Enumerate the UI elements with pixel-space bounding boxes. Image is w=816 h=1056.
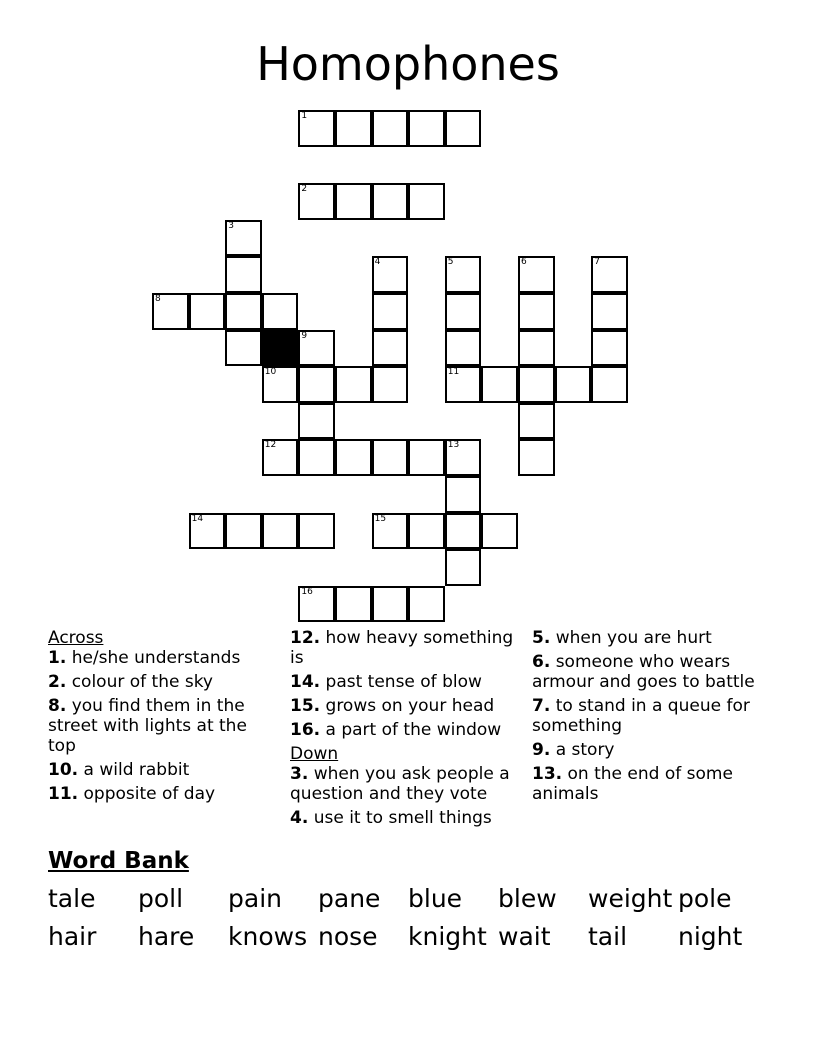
word-bank-word: blew <box>498 884 557 913</box>
word-bank-word: pain <box>228 884 282 913</box>
word-bank-word: blue <box>408 884 463 913</box>
clue <box>532 764 782 804</box>
clue-text: past tense of blow <box>320 672 482 692</box>
across-heading: Across <box>48 628 104 648</box>
crossword-cell[interactable] <box>335 183 372 220</box>
clue <box>290 808 526 828</box>
crossword-cell[interactable] <box>262 439 299 476</box>
clue <box>532 652 782 692</box>
clue-text: to stand in a queue for something <box>532 696 750 736</box>
clue-text: a part of the window <box>320 720 502 740</box>
clue-text: a wild rabbit <box>78 760 190 780</box>
crossword-cell[interactable] <box>518 366 555 403</box>
crossword-cell[interactable] <box>591 256 628 293</box>
word-bank-word: pole <box>678 884 732 913</box>
clue-text: he/she understands <box>66 648 241 668</box>
crossword-cell[interactable] <box>591 330 628 367</box>
crossword-cell[interactable] <box>225 220 262 257</box>
word-bank-word: tale <box>48 884 96 913</box>
crossword-cell[interactable] <box>372 366 409 403</box>
clue <box>532 740 782 760</box>
clue <box>532 696 782 736</box>
crossword-cell[interactable] <box>372 586 409 623</box>
crossword-cell[interactable] <box>408 586 445 623</box>
clue-text: opposite of day <box>78 784 216 804</box>
word-bank-word: knows <box>228 922 308 951</box>
black-cell <box>262 330 299 367</box>
word-bank-word: knight <box>408 922 487 951</box>
crossword-cell[interactable] <box>445 439 482 476</box>
crossword-cell[interactable] <box>189 513 226 550</box>
page-title: Homophones <box>256 37 560 91</box>
crossword-cell[interactable] <box>445 476 482 513</box>
crossword-cell[interactable] <box>298 513 335 550</box>
clue-number-label: 16. <box>290 720 321 740</box>
crossword-cell[interactable] <box>372 183 409 220</box>
clues-column-1 <box>48 628 278 808</box>
clue <box>290 672 526 692</box>
clue-text: colour of the sky <box>66 672 213 692</box>
clue-number-label: 15. <box>290 696 321 716</box>
clue-number: 13 <box>447 440 460 451</box>
clue-number: 16 <box>301 586 313 597</box>
crossword-cell[interactable] <box>262 513 299 550</box>
clue-number: 6 <box>521 257 527 268</box>
clues-column-2 <box>290 628 526 832</box>
crossword-cell[interactable] <box>225 256 262 293</box>
clue <box>290 720 526 740</box>
clue-number-label: 6. <box>532 652 551 672</box>
crossword-cell[interactable] <box>335 366 372 403</box>
clue-number: 8 <box>155 294 161 304</box>
crossword-cell[interactable] <box>262 293 299 330</box>
clues-column-3 <box>532 628 782 808</box>
crossword-cell[interactable] <box>298 110 335 147</box>
clue-number-label: 9. <box>532 740 551 760</box>
clue-number: 2 <box>301 184 308 195</box>
clue-number-label: 2. <box>48 672 67 692</box>
word-bank-word: hare <box>138 922 195 951</box>
crossword-cell[interactable] <box>225 513 262 550</box>
clue-number: 15 <box>374 513 387 524</box>
crossword-cell[interactable] <box>372 513 409 550</box>
crossword-cell[interactable] <box>445 110 482 147</box>
crossword-cell[interactable] <box>445 366 482 403</box>
crossword-cell[interactable] <box>335 110 372 147</box>
crossword-cell[interactable] <box>445 293 482 330</box>
crossword-cell[interactable] <box>262 366 299 403</box>
word-bank-title: Word Bank <box>48 848 189 874</box>
clue-number: 14 <box>191 513 204 524</box>
clue <box>48 760 278 780</box>
clue-number-label: 3. <box>290 764 309 784</box>
crossword-cell[interactable] <box>408 439 445 476</box>
clue-number: 10 <box>264 367 277 378</box>
clue-number-label: 8. <box>48 696 67 716</box>
crossword-cell[interactable] <box>372 330 409 367</box>
crossword-cell[interactable] <box>372 256 409 293</box>
crossword-cell[interactable] <box>591 293 628 330</box>
word-bank-word: nose <box>318 922 378 951</box>
clue-text: you find them in the street with lights at the top <box>48 696 247 756</box>
clue-number-label: 13. <box>532 764 563 784</box>
clue-text: when you ask people a question and they vote <box>290 764 510 804</box>
clue <box>48 696 278 756</box>
crossword-cell[interactable] <box>518 439 555 476</box>
crossword-cell[interactable] <box>152 293 189 330</box>
clue-number: 11 <box>447 367 460 378</box>
clue-number-label: 14. <box>290 672 321 692</box>
down-heading: Down <box>290 744 339 764</box>
crossword-cell[interactable] <box>372 293 409 330</box>
crossword-cell[interactable] <box>408 513 445 550</box>
word-bank-word: hair <box>48 922 97 951</box>
crossword-cell[interactable] <box>518 330 555 367</box>
crossword-cell[interactable] <box>445 330 482 367</box>
crossword-cell[interactable] <box>372 110 409 147</box>
clue <box>290 696 526 716</box>
clue <box>290 628 526 668</box>
clue-number-label: 7. <box>532 696 551 716</box>
crossword-cell[interactable] <box>298 586 335 623</box>
clue-number-label: 11. <box>48 784 79 804</box>
clue-text: on the end of some animals <box>532 764 733 804</box>
crossword-cell[interactable] <box>298 183 335 220</box>
word-bank-word: weight <box>588 884 673 913</box>
clue-number: 9 <box>301 330 308 341</box>
clue-text: when you are hurt <box>550 628 712 648</box>
clue-text: someone who wears armour and goes to battle <box>532 652 755 692</box>
word-bank-word: wait <box>498 922 551 951</box>
crossword-cell[interactable] <box>225 293 262 330</box>
clue-number: 4 <box>374 257 381 268</box>
crossword-cell[interactable] <box>481 513 518 550</box>
clue-text: a story <box>550 740 615 760</box>
clue <box>48 672 278 692</box>
clue <box>290 764 526 804</box>
crossword-cell[interactable] <box>481 366 518 403</box>
word-bank-word: night <box>678 922 743 951</box>
crossword-cell[interactable] <box>445 513 482 550</box>
crossword-cell[interactable] <box>372 439 409 476</box>
clue-number: 1 <box>301 111 308 121</box>
clue-number-label: 1. <box>48 648 67 668</box>
clue-number-label: 5. <box>532 628 551 648</box>
clue-number: 5 <box>447 257 454 268</box>
clue-text: grows on your head <box>320 696 495 716</box>
clue <box>48 784 278 804</box>
clue-text: how heavy something is <box>290 628 514 668</box>
clue-number-label: 10. <box>48 760 79 780</box>
clue-number: 12 <box>264 440 277 451</box>
crossword-cell[interactable] <box>335 439 372 476</box>
crossword-cell[interactable] <box>555 366 592 403</box>
crossword-cell[interactable] <box>189 293 226 330</box>
clue <box>48 648 278 668</box>
crossword-cell[interactable] <box>518 293 555 330</box>
word-bank-word: tail <box>588 922 628 951</box>
crossword-cell[interactable] <box>335 586 372 623</box>
crossword-cell[interactable] <box>518 403 555 440</box>
clue-number-label: 12. <box>290 628 321 648</box>
clue-number: 7 <box>594 257 600 268</box>
crossword-cell[interactable] <box>408 183 445 220</box>
crossword-cell[interactable] <box>298 403 335 440</box>
crossword-cell[interactable] <box>225 330 262 367</box>
crossword-cell[interactable] <box>298 330 335 367</box>
crossword-cell[interactable] <box>298 366 335 403</box>
clue-number: 3 <box>228 220 234 231</box>
clue-number-label: 4. <box>290 808 309 828</box>
word-bank-word: pane <box>318 884 381 913</box>
crossword-cell[interactable] <box>298 439 335 476</box>
clue-text: use it to smell things <box>308 808 492 828</box>
crossword-cell[interactable] <box>518 256 555 293</box>
word-bank-word: poll <box>138 884 184 913</box>
crossword-cell[interactable] <box>591 366 628 403</box>
clue <box>532 628 782 648</box>
crossword-cell[interactable] <box>408 110 445 147</box>
crossword-cell[interactable] <box>445 549 482 586</box>
crossword-cell[interactable] <box>445 256 482 293</box>
